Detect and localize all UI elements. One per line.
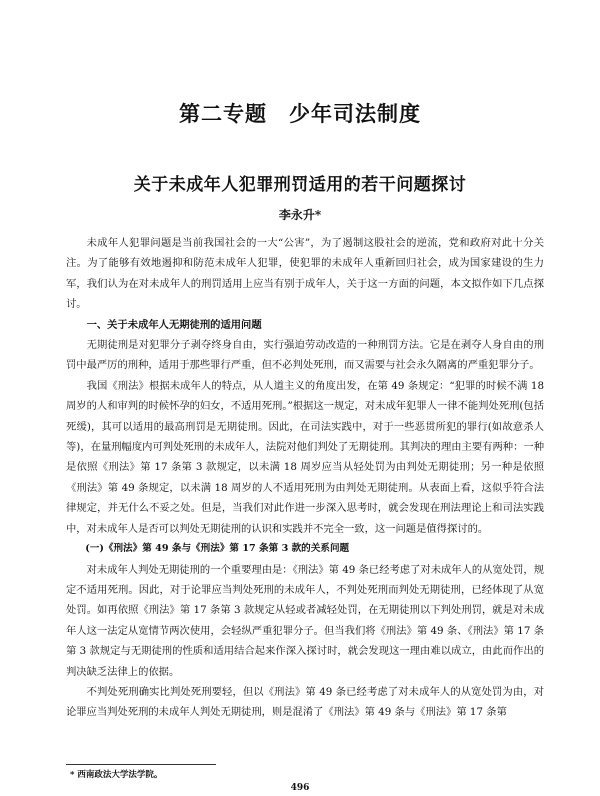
section-title-part1: 第二专题 xyxy=(179,101,267,126)
footnote: * 西南政法大学法学院。 xyxy=(70,770,163,780)
paragraph: 对未成年人判处无期徒刑的一个重要理由是：《刑法》第 49 条已经考虑了对未成年人的从宽处罚，规定不适用死刑。因此，对于论罪应当判处死刑的未成年人，不判处死刑而判处无期徒刑，已经体现了从宽处罚。如再依照《刑法》第 17 条第 3 款规定从轻或者减轻处罚，在无期徒刑以下判处刑罚，就是对未成年人这一法定从宽情节两次使用，会轻纵严重犯罪分子。但当我们将《刑法》第 49 条、《刑法》第 17 条第 3 款规定与无期徒刑的性质和适用结合起来作深入探讨时，就会发现这一理由难以成立，由此而作出的判决缺乏法律上的依据。 xyxy=(66,563,544,678)
paragraph: 无期徒刑是对犯罪分子剥夺终身自由，实行强迫劳动改造的一种刑罚方法。它是在剥夺人身自由的刑罚中最严厉的刑种，适用于那些罪行严重，但不必判处死刑，而又需要与社会永久隔离的严重犯罪分子。 xyxy=(66,339,544,372)
article-title: 关于未成年人犯罪刑罚适用的若干问题探讨 xyxy=(133,175,467,195)
footnote-divider xyxy=(66,764,216,765)
paragraph: 不判处死刑确实比判处死刑要轻，但以《刑法》第 49 条已经考虑了对未成年人的从宽处罚为由，对论罪应当判处死刑的未成年人判处无期徒刑，则是混淆了《刑法》第 49 条与《刑法》第 17 条第 xyxy=(66,685,544,719)
paragraph: 我国《刑法》根据未成年人的特点，从人道主义的角度出发，在第 49 条规定：“犯罪的时候不满 18 周岁的人和审判的时候怀孕的妇女，不适用死刑。”根据这一规定，对未成年犯罪人一律不能判处死刑(包括死缓)，其可以适用的最高刑罚是无期徒刑。因此，在司法实践中，对于一些恶贯所犯的罪行(如故意杀人等)，在量刑幅度内可判处死刑的未成年人，法院对他们判处了无期徒刑。其判决的理由主要有两种：一种是依照《刑法》第 17 条第 3 款规定，以未满 18 周岁应当从轻处罚为由判处无期徒刑；另一种是依照《刑法》第 49 条规定，以未满 18 周岁的人不适用死刑为由判处无期徒刑。从表面上看，这似乎符合法律规定，并无什么不妥之处。但是，当我们对此作进一步深入思考时，就会发现在刑法理论上和司法实践中，对未成年人是否可以判处无期徒刑的认识和实践并不完全一致，这一问题是值得探讨的。 xyxy=(66,379,544,535)
section-heading: 一、关于未成年人无期徒刑的适用问题 xyxy=(86,318,262,331)
section-title-part2: 少年司法制度 xyxy=(289,101,421,126)
article-body xyxy=(66,233,544,723)
subsection-heading: (一)《刑法》第 49 条与《刑法》第 17 条第 3 款的关系问题 xyxy=(85,543,350,555)
author: 李永升* xyxy=(278,208,322,222)
page-number: 496 xyxy=(290,783,310,793)
paragraph: 未成年人犯罪问题是当前我国社会的一大“公害”，为了遏制这股社会的逆流，党和政府对此十分关注。为了能够有效地遏抑和防范未成年人犯罪，使犯罪的未成年人重新回归社会，成为国家建设的生力军，我们认为在对未成年人的刑罚适用上应当有别于成年人，关于这一方面的问题，本文拟作如下几点探讨。 xyxy=(66,237,544,311)
section-title xyxy=(0,98,600,128)
